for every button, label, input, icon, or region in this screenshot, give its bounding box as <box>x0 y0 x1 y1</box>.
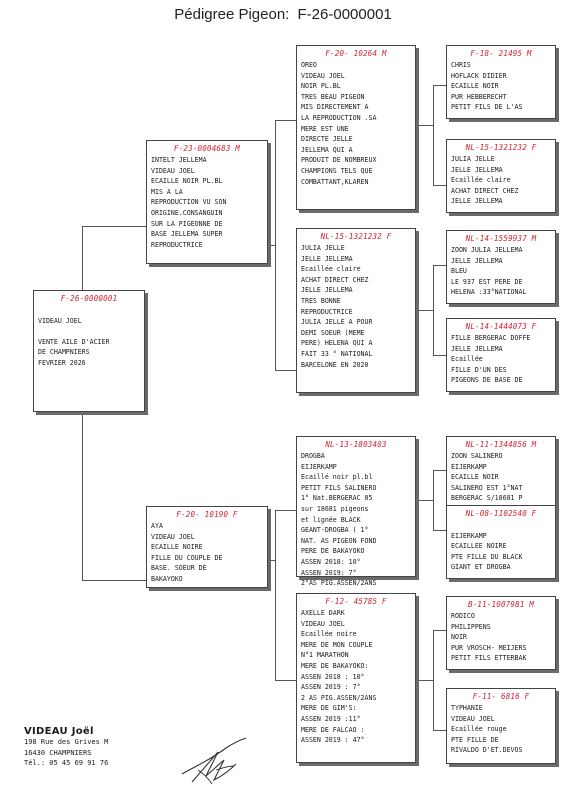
card-line: ASSEN 2019 :11° <box>301 714 361 723</box>
owner-name: VIDEAU Joël <box>24 726 94 737</box>
connector <box>275 370 296 371</box>
owner-phone: Tél.: 05 45 69 91 76 <box>24 759 109 767</box>
pigeon-card-great-grandparent <box>446 596 556 670</box>
connector <box>433 265 434 355</box>
card-line: AYA <box>151 522 163 530</box>
card-line: MERE DE BAKAYOKO: <box>301 661 369 670</box>
connector <box>416 680 433 681</box>
card-line: PERE DE BAKAYOKO <box>301 547 365 556</box>
card-line: COMBATTANT,KLAREN <box>301 177 369 186</box>
pigeon-card-great-grandparent <box>446 230 556 304</box>
ring-number: B-11-1007981 M <box>467 600 534 609</box>
card-line: Ecaillé noir pl.bl <box>301 473 373 482</box>
card-text <box>451 60 551 113</box>
card-line: RODICO <box>451 612 475 620</box>
connector <box>82 226 83 290</box>
card-line: REPRODUCTRICE <box>151 240 203 249</box>
card-line: Ecaillée <box>451 355 483 364</box>
card-line: ECAILLE NOIRE <box>151 543 203 552</box>
connector <box>433 185 446 186</box>
card-line: 1° Nat.BERGERAC 05 <box>301 494 373 503</box>
title-ring: F-26-0000001 <box>297 6 392 23</box>
card-text <box>151 521 263 585</box>
card-line: GIANT ET DROGBA <box>451 563 511 572</box>
card-line: VENTE AILE D'ACIER <box>38 337 110 346</box>
card-line: PRODUIT DE NOMBREUX <box>301 156 377 165</box>
card-line: ECAILLE NOIR <box>451 82 499 91</box>
card-line: ASSEN 2019: 7° <box>301 568 357 577</box>
card-line: PHILIPPENS <box>451 622 491 631</box>
connector <box>416 310 433 311</box>
card-line: JULIA JELLE <box>301 244 345 252</box>
ring-number: F-20- 10190 F <box>176 510 238 519</box>
card-line: BARCELONE EN 2020 <box>301 360 369 369</box>
pigeon-card-great-grandparent <box>446 505 556 579</box>
ring-number: F-12- 45785 F <box>325 597 387 606</box>
card-line: PIGEONS DE BASE DE <box>451 376 523 385</box>
card-line: BAKAYOKO <box>151 574 183 583</box>
card-line: PETIT FILS SALINERO <box>301 483 377 492</box>
card-line: JELLE JELLEMA <box>451 344 503 353</box>
card-line: VIDEAU JOEL <box>151 532 195 541</box>
pigeon-card-great-grandparent <box>446 318 556 392</box>
card-line: JULIA JELLE <box>451 155 495 163</box>
ring-number: NL-08-1102540 F <box>465 509 537 518</box>
card-line: REPRODUCTION VU SON <box>151 198 227 207</box>
connector <box>433 85 434 185</box>
pigeon-card-dam-dam <box>296 593 416 763</box>
card-line: VIDEAU JOEL <box>301 71 345 80</box>
ring-number: NL-14-1444073 F <box>465 322 537 331</box>
card-line: ECAILLE NOIR <box>451 473 499 482</box>
card-text <box>451 520 551 573</box>
card-line: TRES BONNE <box>301 296 341 305</box>
card-text <box>301 243 411 370</box>
card-line: NAT. AS PIGEON FOND <box>301 536 377 545</box>
card-line: Ecaillée noire <box>301 630 357 639</box>
card-line: EIJERKAMP <box>451 462 487 471</box>
card-line: BASE JELLEMA SUPER <box>151 230 223 239</box>
connector <box>433 530 446 531</box>
card-line: PUR VROSCH- MEIJERS <box>451 643 527 652</box>
card-line: PETIT FILS DE L'AS <box>451 103 523 112</box>
card-line: PERE) HELENA QUI A <box>301 339 373 348</box>
connector <box>433 630 446 631</box>
connector <box>275 510 296 511</box>
pigeon-card-great-grandparent <box>446 45 556 119</box>
connector <box>433 85 446 86</box>
card-line: NOIR PL.BL <box>301 82 341 91</box>
pigeon-card-subject <box>33 290 145 412</box>
card-line: SALINERO EST 1°NAT <box>451 483 523 492</box>
card-text <box>451 451 551 504</box>
card-line: ECAILLEE NOIRE <box>451 542 507 551</box>
card-line: DIRECTE JELLE <box>301 135 353 144</box>
card-line: SUR LA PIGEONNE DE <box>151 219 223 228</box>
card-line: ASSEN 2019 : 7° <box>301 683 361 692</box>
card-line: MIS DIRECTEMENT A <box>301 103 369 112</box>
connector <box>268 245 275 246</box>
card-line: JELLE JELLEMA <box>301 254 353 263</box>
card-line: MERE DE MON COUPLE <box>301 640 373 649</box>
card-line: TYPHANIE <box>451 704 483 712</box>
card-line: JELLE JELLEMA <box>451 165 503 174</box>
card-line: 2°AS PIG.ASSEN/2ANS <box>301 579 377 588</box>
card-line: DEMI SOEUR (MEME <box>301 328 365 337</box>
card-line: PETIT FILS ETTERBAK <box>451 654 527 663</box>
card-line: TRES BEAU PIGEON <box>301 92 365 101</box>
card-line: Ecaillée claire <box>451 176 511 185</box>
connector <box>82 412 83 580</box>
ring-number: NL-15-1321232 F <box>465 143 537 152</box>
card-line: BASE. SOEUR DE <box>151 564 207 573</box>
card-line: EIJERKAMP <box>301 462 337 471</box>
card-line: JULIA JELLE A POUR <box>301 318 373 327</box>
pigeon-card-dam <box>146 506 268 588</box>
card-line: JELLEMA QUI A <box>301 145 353 154</box>
card-text <box>301 608 411 746</box>
ring-number: F-23-0004683 M <box>173 144 240 153</box>
pigeon-card-sire-dam <box>296 228 416 393</box>
card-text <box>151 155 263 250</box>
connector <box>275 120 276 370</box>
card-text <box>451 703 551 756</box>
card-line: sur 18681 pigeons <box>301 504 369 513</box>
connector <box>416 125 433 126</box>
card-line: NOIR <box>451 633 467 642</box>
card-line: GEANT-DROGBA ( 1° <box>301 526 369 535</box>
ring-number: F-18- 21495 M <box>470 49 532 58</box>
owner-address-line: 16430 CHAMPNIERS <box>24 748 92 757</box>
card-line: BERGERAC S/18681 P <box>451 494 523 503</box>
ring-number: NL-14-1559937 M <box>465 234 537 243</box>
connector <box>275 510 276 680</box>
card-line: RIVALDO D'ET.DEVOS <box>451 746 523 755</box>
pigeon-card-dam-sire <box>296 436 416 588</box>
card-line: PUR HEBBERECHT <box>451 92 507 101</box>
pigeon-card-sire <box>146 140 268 264</box>
connector <box>275 680 296 681</box>
card-line: LE 937 EST PERE DE <box>451 277 523 286</box>
card-line: ECAILLE NOIR PL.BL <box>151 177 223 186</box>
ring-number: F-26-0000001 <box>60 294 118 303</box>
card-line: HELENA :33°NATIONAL <box>451 288 527 297</box>
card-line: FILLE BERGERAC DOFFE <box>451 334 531 342</box>
connector <box>433 730 446 731</box>
card-line: ZOON SALINERO <box>451 452 503 460</box>
pigeon-card-great-grandparent <box>446 436 556 510</box>
card-line <box>38 305 140 316</box>
card-line: JELLE JELLEMA <box>301 286 353 295</box>
card-line: REPRODUCTRICE <box>301 307 353 316</box>
owner-block <box>24 726 108 769</box>
card-line: FILLE D'UN DES <box>451 365 507 374</box>
ring-number: NL-15-1321232 F <box>320 232 392 241</box>
card-line: ZOON JULIA JELLEMA <box>451 246 523 254</box>
connector <box>268 560 275 561</box>
page-title <box>0 6 566 23</box>
card-text <box>301 60 411 187</box>
pigeon-card-sire-sire <box>296 45 416 210</box>
connector <box>433 470 434 530</box>
ring-number: NL-13-1803403 <box>325 440 387 449</box>
card-line: ASSEN 2019 : 47° <box>301 736 365 745</box>
card-line: MERE DE GIM'S: <box>301 704 357 713</box>
card-line: Ecaillée claire <box>301 265 361 274</box>
card-line: ORIGINE.CONSANGUIN <box>151 208 223 217</box>
card-line: CHAMPIONS TELS QUE <box>301 166 373 175</box>
card-line: MERE EST UNE <box>301 124 349 133</box>
card-line: AXELLE DARK <box>301 609 345 617</box>
card-line: VIDEAU JOEL <box>451 714 495 723</box>
card-line: DE CHAMPNIERS <box>38 348 90 357</box>
connector <box>433 265 446 266</box>
signature-icon <box>178 730 250 790</box>
card-line <box>38 326 140 337</box>
card-line: MERE DE FALCAO : <box>301 725 365 734</box>
card-line: Ecaillée rouge <box>451 725 507 734</box>
card-text <box>451 154 551 207</box>
owner-address-line: 198 Rue des Grives M <box>24 738 109 746</box>
card-line: MIS A LA <box>151 187 183 196</box>
card-line: CHRIS <box>451 61 471 69</box>
card-line: HOFLACK DIDIER <box>451 71 507 80</box>
title-label: Pédigree Pigeon: <box>174 6 290 23</box>
connector <box>433 355 446 356</box>
card-line: FEVRIER 2026 <box>38 358 86 367</box>
card-text <box>38 305 140 369</box>
connector <box>275 120 296 121</box>
card-line: VIDEAU JOEL <box>38 316 82 325</box>
card-line: DROGBA <box>301 452 325 460</box>
card-line: INTELT JELLEMA <box>151 156 207 164</box>
ring-number: F-20- 10264 M <box>325 49 387 58</box>
pigeon-card-great-grandparent <box>446 688 556 764</box>
card-line: JELLE JELLEMA <box>451 256 503 265</box>
card-line: LA REPRODUCTION .SA <box>301 113 377 122</box>
card-line: ASSEN 2018 : 10° <box>301 672 365 681</box>
card-line: BLEU <box>451 267 467 276</box>
card-text <box>451 333 551 386</box>
card-line: JELLE JELLEMA <box>451 197 503 206</box>
card-line: EIJERKAMP <box>451 531 487 540</box>
connector <box>433 470 446 471</box>
card-line: 2 AS PIG.ASSEN/2ANS <box>301 693 377 702</box>
ring-number: F-11- 6816 F <box>472 692 530 701</box>
card-line <box>451 520 551 531</box>
card-text <box>451 245 551 298</box>
card-line: VIDEAU JOEL <box>151 166 195 175</box>
pigeon-card-great-grandparent <box>446 139 556 213</box>
card-line: et lignée BLACK <box>301 515 361 524</box>
connector <box>82 580 146 581</box>
card-text <box>301 451 411 589</box>
card-line: ACHAT DIRECT CHEZ <box>451 186 519 195</box>
card-line: PTE FILLE DU BLACK <box>451 552 523 561</box>
card-line: FILLE DU COUPLE DE <box>151 553 223 562</box>
connector <box>416 500 433 501</box>
card-line: ACHAT DIRECT CHEZ <box>301 275 369 284</box>
ring-number: NL-11-1344856 M <box>465 440 537 449</box>
card-line: OREO <box>301 61 317 69</box>
connector <box>82 226 146 227</box>
card-text <box>451 611 551 664</box>
card-line: VIDEAU JOEL <box>301 619 345 628</box>
connector <box>433 630 434 730</box>
card-line: ASSEN 2018: 10° <box>301 557 361 566</box>
card-line: FAIT 33 ° NATIONAL <box>301 349 373 358</box>
card-line: N°1 MARATHON <box>301 651 349 660</box>
card-line: PTE FILLE DE <box>451 735 499 744</box>
